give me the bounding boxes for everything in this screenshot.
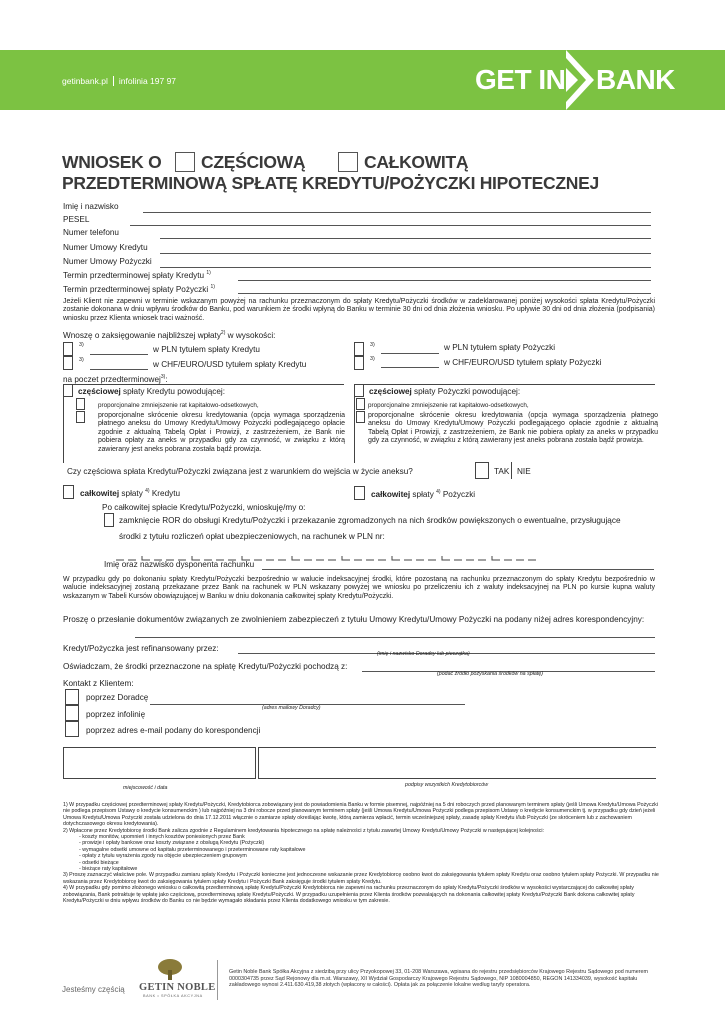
chf-credit-amount-input[interactable] xyxy=(90,369,148,370)
partial-credit-option-1: proporcjonalne zmniejszenie rat kapitałowo-odsetkowych, xyxy=(98,402,259,409)
contact-hotline-label: poprzez infolinię xyxy=(86,710,146,719)
partial-credit-shorten-checkbox[interactable] xyxy=(76,411,85,423)
group-logo-text: GETIN NOBLE xyxy=(139,982,216,993)
field-input-phone[interactable] xyxy=(160,238,651,239)
close-ror-text: zamknięcie ROR do obsługi Kredytu/Pożyczki i przekazanie zgromadzonych na nich środków powiększonych o ewentualne, przysługujące xyxy=(119,516,621,525)
holder-label: Imię oraz nazwisko dysponenta rachunku xyxy=(104,560,255,569)
contact-email-label: poprzez adres e-mail podany do korespondencji xyxy=(86,726,261,735)
footnote-ref: 3) xyxy=(370,356,375,362)
footer-divider xyxy=(217,960,218,1000)
infoline-text: infolinia 197 97 xyxy=(118,76,177,86)
field-input-loan-date[interactable] xyxy=(238,293,651,294)
footnote-2: 2) Wpłacone przez Kredytobiorcę środki Bank zalicza zgodnie z Regulaminem kredytowania hipotecznego na spłatę należności z tytułu zawartej Umowy Kredytu/Umowy Pożyczki w następującej kolejności: xyxy=(63,827,545,834)
field-label-credit-date: Termin przedterminowej spłaty Kredytu $^{1)}$ xyxy=(63,270,211,280)
footnote-1: 1) W przypadku częściowej przedterminowej spłaty Kredytu/Pożyczki, Kredytobiorca zobowiązany jest do powiadomienia Banku w formie pisemnej, najpóźniej na 5 dni roboczych przed planowanym terminem spłaty (jeśli Umowa Kredytu/Umowa Pożyczki nie podlega przepisom Ustawy o kredycie konsumenckim ) lub najpóźniej na 3 dni robocze przed planowanym terminem spłaty (jeśli Umowa Kredytu/Umowa Pożyczki podlega przepisom Ustawy o kredycie konsumenckim tj. w przypadku gdy dzień jeżeli Umowa Kredytu/Umowa Pożyczki została udzielona do dnia 17.12.2011 włącznie o zamiarze spłaty określając kwotę, którą zamierza wpłacić, termin wcześniejszej spłaty, zasadę spłaty Kredytu i/lub Pożyczki (ze skróceniem lub z zachowaniem dotychczasowego okresu kredytowania). xyxy=(63,802,658,828)
partial-loan-shorten-checkbox[interactable] xyxy=(356,411,365,423)
pln-credit-label: w PLN tytułem spłaty Kredytu xyxy=(153,345,260,354)
field-input-credit-number[interactable] xyxy=(160,253,651,254)
partial-credit-heading: częściowej spłaty Kredytu powodującej: xyxy=(78,387,226,396)
on-account-label: na poczet przedterminowej$^{3)}$: xyxy=(63,374,168,384)
footnote-2-item: - koszty monitów, upomnień i innych kosztów poniesionych przez Bank xyxy=(79,834,245,841)
full-credit-label: całkowitej spłaty $^{4)}$ Kredytu xyxy=(80,488,181,498)
field-input-credit-date[interactable] xyxy=(238,280,651,281)
contact-email-checkbox[interactable] xyxy=(65,721,79,737)
source-label: Oświadczam, że środki przeznaczone na spłatę Kredytu/Pożyczki pochodzą z: xyxy=(63,662,348,671)
pln-credit-checkbox[interactable] xyxy=(63,342,73,356)
logo-get-in: GET IN xyxy=(475,64,566,95)
footnote-3: 3) Proszę zaznaczyć właściwe pole. W przypadku zamiaru spłaty Kredytu i Pożyczki konieczne jest jednoczesne wskazanie przez Kredytobiorcę osobno kwot do zaksięgowania tytułem spłaty Kredytu oraz osobno tytułem spłaty Pożyczki. W przypadku nie wskazania przez Kredytobiorcę kwot do zaksięgowania tytułem spłaty Kredytu i Pożyczki Bank zaksięguje środki tytułem spłaty Kredytu. xyxy=(63,872,659,885)
footnote-2-item: - wymagalne odsetki umowne od kapitału przeterminowanego i przeterminowane raty kapitałowe xyxy=(79,846,306,853)
chf-loan-checkbox[interactable] xyxy=(354,356,364,370)
partial-repayment-checkbox[interactable] xyxy=(175,152,195,172)
holder-input[interactable] xyxy=(262,569,654,570)
annex-no-checkbox[interactable] xyxy=(511,462,512,479)
part-of-label: Jesteśmy częścią xyxy=(62,985,125,994)
logo-arrow-icon xyxy=(566,50,594,110)
footnote-2-item: - bieżące raty kapitałowe xyxy=(79,866,138,873)
close-ror-checkbox[interactable] xyxy=(104,513,114,527)
title-line1: WNIOSEK O xyxy=(62,152,162,172)
partial-credit-reduce-checkbox[interactable] xyxy=(76,398,85,410)
docs-request: Proszę o przesłanie dokumentów związanych ze zwolnieniem zabezpieczeń z tytułu Umowy Kredytu/Umowy Pożyczki na podany niżej adres korespondencyjny: xyxy=(63,615,645,624)
partial-loan-checkbox[interactable] xyxy=(354,384,364,397)
after-full-text: Po całkowitej spłacie Kredytu/Pożyczki, wnioskuję/my o: xyxy=(102,503,306,512)
advisor-email-hint: (adres mailowy Doradcy) xyxy=(262,705,321,711)
field-input-loan-number[interactable] xyxy=(160,267,651,268)
footnote-ref: 3) xyxy=(79,342,84,348)
title-option-partial: CZĘŚCIOWĄ xyxy=(201,152,306,172)
partial-credit-checkbox[interactable] xyxy=(63,384,73,397)
contact-hotline-checkbox[interactable] xyxy=(65,705,79,721)
annex-question: Czy częściowa spłata Kredytu/Pożyczki związana jest z warunkiem do wejścia w życie aneksu? xyxy=(67,467,413,476)
footnote-4: 4) W przypadku gdy pomimo złożonego wniosku o całkowitą przedterminową spłatę Kredytu/Pożyczki Kredytobiorca nie zapewni na rachunku przeznaczonym do spłaty Kredytu/Pożyczki środków w wysokości wystarczającej do całkowitej spłaty zobowiązania, Bank potraktuje tę wpłatę jako częściową, przedterminową spłatę Kredytu/Pożyczki. W przypadku uzupełnienia przez Klienta środków pozwalających na dokonania całkowitej spłaty Kredytu/Pożyczki Bank dokona całkowitej spłaty Kredytu/Pożyczki w dniu wpływu środków do Banku co nie będzie wymagało składania przez Klienta dodatkowego wniosku w tym zakresie. xyxy=(63,885,635,905)
partial-loan-reduce-checkbox[interactable] xyxy=(356,398,365,410)
annex-yes-label: TAK xyxy=(494,467,510,476)
partial-credit-option-2: proporcjonalne skrócenie okresu kredytowania (opcja wymaga sporządzenia płatnego aneksu do Umowy Kredytu/Umowy Pożyczki podlegającego opłacie zgodnie z aktualną Tabelą Opłat i Prowizji, z zastrzeżeniem, że Bank nie pobiera opłaty za aneks w przypadku gdy za czynność, w związku z którą zawierany jest aneks pobrana została bądź prowizja. xyxy=(98,412,345,453)
annex-yes-checkbox[interactable] xyxy=(475,462,489,479)
partial-loan-option-2: proporcjonalne skrócenie okresu kredytowania (opcja wymaga sporządzenia płatnego aneksu do Umowy Kredytu/Umowy Pożyczki podlegającego opłacie zgodnie z aktualną Tabelą Opłat i Prowizji, z zastrzeżeniem, że Bank nie pobiera opłaty za aneks w przypadku gdy za czynność, w związku z którą zawierany jest aneks pobrana została bądź prowizja. xyxy=(368,412,658,445)
field-label-phone: Numer telefonu xyxy=(63,228,119,237)
signatures-box[interactable] xyxy=(258,747,656,779)
footnote-ref: 3) xyxy=(370,342,375,348)
field-label-pesel: PESEL xyxy=(63,215,90,224)
account-number-input[interactable] xyxy=(116,549,544,557)
close-ror-text-2: środki z tytułu rozliczeń opłat ubezpieczeniowych, na rachunek w PLN nr: xyxy=(119,532,385,541)
field-label-loan-date: Termin przedterminowej spłaty Pożyczki $^{1)}$ xyxy=(63,284,215,294)
info-paragraph-2: W przypadku gdy po dokonaniu spłaty Kredytu/Pożyczki bezpośrednio w walucie indeksacyjnej środki, które pozostaną na rachunku przeznaczonym do spłaty Kredytu bezpośrednio w walucie indeksacyjnej zostaną przekazane przez Bank na rachunek w PLN wskazany powyżej we wniosku po przeliczeniu ich z waluty indeksacyjnej na PLN po kursie kupna waluty wskazanym w Tabeli Kursów obowiązującej w Banku w dniu dokonania całkowitej spłaty Kredytu/Pożyczki. xyxy=(63,576,655,600)
full-loan-label: całkowitej spłaty $^{4)}$ Pożyczki xyxy=(371,489,476,499)
source-hint: (podać źródło pozyskania środków na spłatę) xyxy=(437,671,543,677)
chf-loan-amount-input[interactable] xyxy=(381,367,439,368)
info-paragraph-1: Jeżeli Klient nie zapewni w terminie wskazanym powyżej na rachunku przeznaczonym do spłaty Kredytu/Pożyczki środków w zadeklarowanej poniżej wysokości spłata Kredytu/Pożyczki zostanie dokonana w dniu wpływu środków do Banku, pod warunkiem że środki wpłyną do Banku w terminie 30 dni od dnia złożenia wniosku. Po upływie 30 dni od dnia złożenia (podpisania) wniosku przez Klienta wniosek traci ważność. xyxy=(63,298,655,322)
footnote-2-item: - opłaty z tytułu wyrażenia zgody na objęcie ubezpieczeniem grupowym xyxy=(79,853,247,860)
field-input-name[interactable] xyxy=(143,212,651,213)
footnote-2-item: - prowizje i opłaty bankowe oraz koszty związane z obsługą Kredytu (Pożyczki) xyxy=(79,840,265,847)
contact-advisor-label: poprzez Doradcę xyxy=(86,693,149,702)
field-label-name: Imię i nazwisko xyxy=(63,202,119,211)
field-label-loan-number: Numer Umowy Pożyczki xyxy=(63,257,152,266)
chf-credit-checkbox[interactable] xyxy=(63,356,73,370)
full-repayment-checkbox[interactable] xyxy=(338,152,358,172)
chf-loan-label: w CHF/EURO/USD tytułem spłaty Pożyczki xyxy=(444,358,602,367)
annex-no-label: NIE xyxy=(517,467,531,476)
place-date-caption: miejscowość i data xyxy=(123,785,168,791)
title-line2: PRZEDTERMINOWĄ SPŁATĘ KREDYTU/POŻYCZKI HIPOTECZNEJ xyxy=(62,173,599,193)
field-label-credit-number: Numer Umowy Kredytu xyxy=(63,243,148,252)
refinanced-label: Kredyt/Pożyczka jest refinansowany przez: xyxy=(63,644,219,653)
pln-loan-amount-input[interactable] xyxy=(381,353,439,354)
partial-loan-option-1: proporcjonalne zmniejszenie rat kapitałowo-odsetkowych, xyxy=(368,402,529,409)
full-loan-checkbox[interactable] xyxy=(354,486,365,500)
amount-intro: Wnoszę o zaksięgowanie najbliższej wpłaty$^{2)}$ w wysokości: xyxy=(63,330,276,340)
pln-credit-amount-input[interactable] xyxy=(90,354,148,355)
partial-loan-heading: częściowej spłaty Pożyczki powodującej: xyxy=(369,387,521,396)
footer-legal: Getin Noble Bank Spółka Akcyjna z siedzibą przy ulicy Przyokopowej 33, 01-208 Warszawa, wpisana do rejestru przedsiębiorców Krajowego Rejestru Sądowego pod numerem 0000304735 przez Sąd Rejonowy dla m.st. Warszawy, XII Wydział Gospodarczy Krajowego Rejestru Sądowego, NIP 1080004850, REGON 141334039, wysokość kapitału zakładowego wynosi 2.411.630.419,38 złotych (wpłacony w całości). Opłata jak za połączenie lokalne według taryfy operatora. xyxy=(229,969,648,989)
docs-address-input[interactable] xyxy=(135,637,655,638)
full-credit-checkbox[interactable] xyxy=(63,485,74,499)
place-date-box[interactable] xyxy=(63,747,256,779)
website-link[interactable]: getinbank.pl xyxy=(62,76,108,86)
header-links xyxy=(62,76,176,86)
pln-loan-checkbox[interactable] xyxy=(354,342,364,356)
footnote-2-item: - odsetki bieżące xyxy=(79,859,119,866)
field-input-pesel[interactable] xyxy=(130,225,651,226)
contact-heading: Kontakt z Klientem: xyxy=(63,679,134,688)
tree-logo-icon xyxy=(156,958,184,980)
refinanced-hint: (imię i nazwisko Doradcy lub pieczątka) xyxy=(377,651,470,657)
signatures-caption: podpisy wszystkich Kredytobiorców xyxy=(405,782,489,788)
contact-advisor-checkbox[interactable] xyxy=(65,689,79,705)
title-option-full: CAŁKOWITĄ xyxy=(364,152,469,172)
logo-bank: BANK xyxy=(596,64,675,95)
footnotes xyxy=(63,802,663,905)
footnote-ref: 3) xyxy=(79,357,84,363)
group-logo-sub: BANK • SPÓŁKA AKCYJNA xyxy=(143,994,203,998)
pln-loan-label: w PLN tytułem spłaty Pożyczki xyxy=(444,343,556,352)
chf-credit-label: w CHF/EURO/USD tytułem spłaty Kredytu xyxy=(153,360,307,369)
